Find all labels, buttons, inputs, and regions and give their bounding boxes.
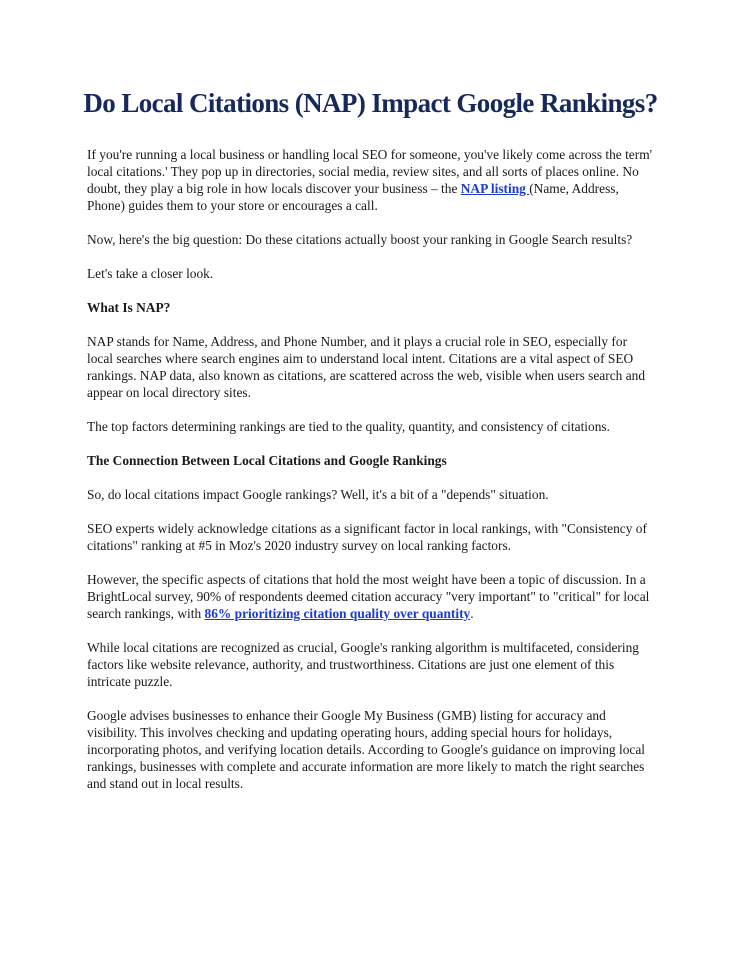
intro-text-after: (Name, Address, Phone) guides them to your store or encourages a call. <box>87 181 619 213</box>
heading-connection: The Connection Between Local Citations and Google Rankings <box>87 453 447 468</box>
connection-paragraph-5: Google advises businesses to enhance their Google My Business (GMB) listing for accuracy and visibility. This involves checking and updating operating hours, adding special hours for holidays, incorporating photos, and verifying location details. According to Google's guidance on improving local rankings, businesses with complete and accurate information are more likely to match the right searches and stand out in local results. <box>87 708 645 791</box>
heading-what-is-nap: What Is NAP? <box>87 300 171 315</box>
closer-look-paragraph: Let's take a closer look. <box>87 266 214 281</box>
conn3-text-after: . <box>470 606 474 621</box>
connection-paragraph-3 <box>87 571 653 622</box>
connection-paragraph-4: While local citations are recognized as crucial, Google's ranking algorithm is multifaceted, considering factors like website relevance, authority, and trustworthiness. Citations are just one element of this intricate puzzle. <box>87 640 639 689</box>
question-paragraph: Now, here's the big question: Do these citations actually boost your ranking in Google Search results? <box>87 232 633 247</box>
connection-paragraph-1: So, do local citations impact Google rankings? Well, it's a bit of a "depends" situation. <box>87 487 549 502</box>
nap-listing-link[interactable]: NAP listing <box>460 181 530 196</box>
conn3-text-before: However, the specific aspects of citations that hold the most weight have been a topic of discussion. In a BrightLocal survey, 90% of respondents deemed citation accuracy "very important" to "critical" for local search rankings, with <box>87 572 650 621</box>
article-body <box>87 146 653 809</box>
intro-text-before: If you're running a local business or handling local SEO for someone, you've likely come across the term' local citations.' They pop up in directories, social media, review sites, and all sorts of places online. No doubt, they play a big role in how locals discover your business – the <box>87 147 653 196</box>
connection-paragraph-2: SEO experts widely acknowledge citations as a significant factor in local rankings, with "Consistency of citations" ranking at #5 in Moz's 2020 industry survey on local ranking factors. <box>87 521 647 553</box>
intro-paragraph <box>87 146 653 214</box>
page-title: Do Local Citations (NAP) Impact Google Rankings? <box>83 88 658 118</box>
citation-quality-link[interactable]: 86% prioritizing citation quality over quantity <box>204 606 471 621</box>
nap-paragraph-1: NAP stands for Name, Address, and Phone Number, and it plays a crucial role in SEO, especially for local searches where search engines aim to understand local intent. Citations are a vital aspect of SEO rankings. NAP data, also known as citations, are scattered across the web, visible when users search and appear on local directory sites. <box>87 334 646 400</box>
nap-paragraph-2: The top factors determining rankings are tied to the quality, quantity, and consistency of citations. <box>87 419 610 434</box>
